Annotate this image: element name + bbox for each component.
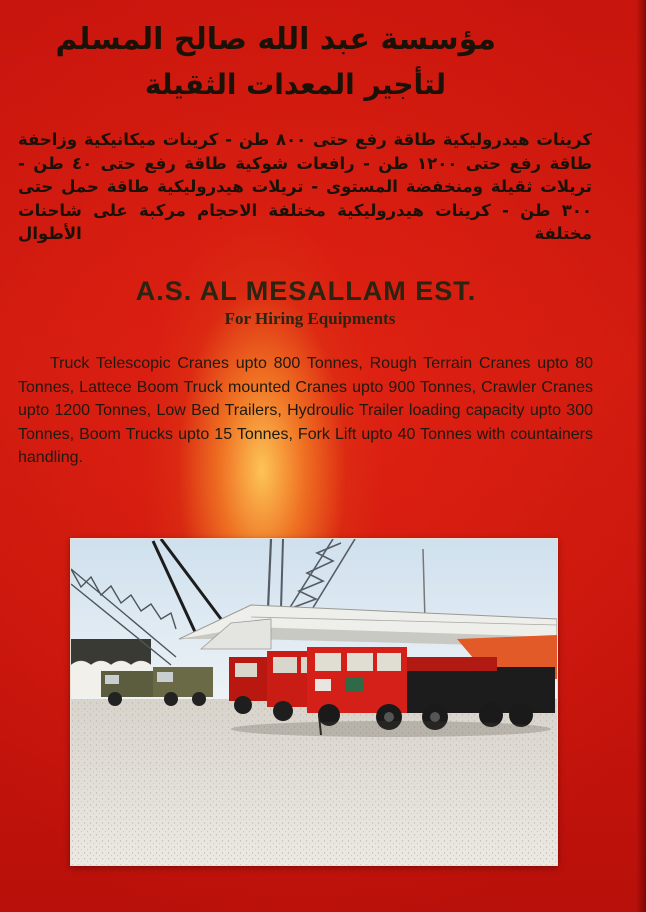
english-company-subtitle: For Hiring Equipments [224,309,396,328]
arabic-company-subtitle: لتأجير المعدات الثقيلة [144,68,446,101]
crane-trucks-photo [70,538,558,866]
page-edge-shadow [636,0,646,912]
arabic-company-title: مؤسسة عبد الله صالح المسلم [55,22,496,57]
english-company-title: A.S. AL MESALLAM EST. [135,276,477,306]
arabic-services-description: كرينات هيدروليكية طاقة رفع حتى ٨٠٠ طن - كرينات ميكانيكية وزاحفة طاقة رفع حتى ١٢٠٠ طن - رافعات شوكية طاقة رفع حتى ٤٠ طن - تريلات ثقيلة ومنخفضة المستوى - تريلات هيدروليكية طاقة حمل حتى ٣٠٠ طن - كرينات هيدروليكية مختلفة الاحجام مركبة على شاحنات مختلفة الأطوال [18,130,592,244]
crane-trucks-illustration [71,539,557,865]
english-services-description: Truck Telescopic Cranes upto 800 Tonnes, Rough Terrain Cranes upto 80 Tonnes, Lattece Boom Truck mounted Cranes upto 900 Tonnes, Crawler Cranes upto 1200 Tonnes, Low Bed Trailers, Hydroulic Trailer loading capacity upto 300 Tonnes, Boom Trucks upto 15 Tonnes, Fork Lift upto 40 Tonnes with countainers handling. [18,355,593,467]
